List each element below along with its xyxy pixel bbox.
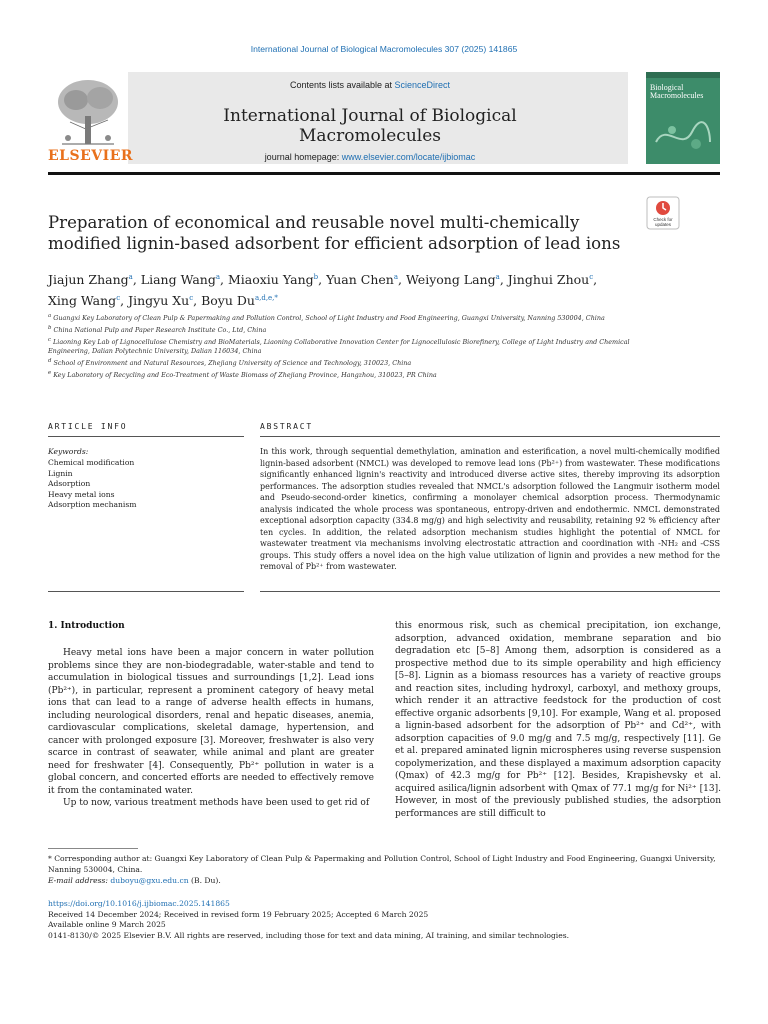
cover-title: Biological Macromolecules (650, 83, 704, 100)
abstract-rule (260, 436, 720, 437)
homepage-label: journal homepage: (264, 152, 342, 162)
affiliation-item (48, 312, 648, 323)
keywords-list (48, 458, 136, 511)
abstract-bottom-rule (260, 591, 720, 592)
affiliation-mark: e (48, 369, 52, 376)
keyword-item: Chemical modification (48, 458, 135, 467)
paragraph: Heavy metal ions have been a major concern in water pollution problems since they are non-biodegradable, water-stable and tend to accumulation in biological tissues and surroundings [1,2]. Lead ions (Pb²⁺), in particular, represent a prominent category of heavy metal ions that can lead to a range of adverse health effects in humans, including neurological disorders, renal and hepatic diseases, anemia, cardiovascular complications, skeletal damage, hypertension, and cancer with prolonged exposure [3]. Moreover, freshwater is also very scarce in contrast of seawater, while animal and plant are greater need for freshwater [4]. Consequently, Pb²⁺ pollution in water is a global concern, and concerted efforts are needed to effectively remove it from the contaminated water. (48, 648, 374, 796)
affiliation-text: Key Laboratory of Recycling and Eco-Treatment of Waste Biomass of Zhejiang Province, Hangzhou, 310023, PR China (53, 370, 437, 379)
abstract-heading: ABSTRACT (260, 422, 313, 431)
author-affiliation-mark[interactable]: a,d,e,* (254, 294, 278, 303)
affiliation-text: School of Environment and Natural Resources, Zhejiang University of Science and Technology, 310023, China (53, 358, 412, 367)
article-info-bottom-rule (48, 591, 244, 592)
author-name[interactable]: Jiajun Zhang (48, 272, 129, 288)
corresponding-author-footnote (48, 853, 720, 886)
author-name[interactable]: Weiyong Lang (405, 272, 496, 288)
body-column-right (395, 620, 721, 820)
journal-name: International Journal of Biological Macromolecules (223, 106, 517, 146)
elsevier-wordmark: ELSEVIER (48, 148, 134, 164)
svg-text:Check for: Check for (653, 217, 673, 222)
author-affiliation-mark[interactable]: a (128, 273, 133, 281)
author-affiliation-mark[interactable]: c (589, 273, 594, 281)
affiliation-item (48, 369, 648, 380)
doi-link[interactable]: https://doi.org/10.1016/j.ijbiomac.2025.141865 (48, 899, 230, 908)
copyright-notice: 0141-8130/© 2025 Elsevier B.V. All rights are reserved, including those for text and data mining, AI training, and similar technologies. (48, 930, 570, 940)
author-name[interactable]: Miaoxiu Yang (227, 272, 314, 288)
keywords-label: Keywords: (48, 447, 89, 456)
keyword-item: Heavy metal ions (48, 489, 115, 499)
introduction-heading: 1. Introduction (48, 621, 125, 631)
email-link[interactable]: duboyu@gxu.edu.cn (110, 876, 189, 885)
contents-prefix: Contents lists available at (289, 80, 395, 90)
journal-citation[interactable]: International Journal of Biological Macromolecules 307 (2025) 141865 (250, 44, 518, 54)
footnote-rule (48, 848, 138, 849)
author-affiliation-mark[interactable]: a (215, 273, 221, 281)
author-list: Jiajun Zhang$^a$, Liang Wang$^a$, Miaoxiu Yang$^b$, Yuan Chen$^a$, Weiyong Lang$^a$, Jinghui Zhou$^c$, Xing Wang$^c$, Jingyu Xu$^c$, Boyu $Du^{a,d,e,*}$ (48, 272, 598, 309)
journal-cover-thumbnail[interactable] (646, 72, 720, 164)
abstract-text: In this work, through sequential demethylation, amination and esterification, a novel multi-chemically modified lignin-based adsorbent (NMCL) was developed to remove lead ions (Pb²⁺) from wastewater. These modifications significantly enhanced lignin's reactivity and introduced diverse active sites, thereby improving its adsorption performances. The adsorption studies revealed that NMCL's adsorption followed the Langmuir isotherm model and Pseudo-second-order kinetics, confirming a monolayer chemical adsorption process. Thermodynamic analysis indicated the whole process was spontaneous, entropy-driven and endothermic. NMCL demonstrated exceptional adsorption capacity (334.8 mg/g) and high selectivity and reusability, retaining 92 % efficiency after ten cycles. In addition, the related adsorption mechanism studies highlight the potential of NMCL for wastewater treatment via mechanisms involving electrostatic attraction and coordination with -NH₂ and -CSS groups. This study offers a novel idea on the high value utilization of lignin and provides a new method for the removal of Pb²⁺ from wastewater. (260, 447, 720, 571)
email-suffix: (B. Du). (188, 876, 221, 885)
email-line (48, 875, 720, 886)
email-label: E-mail address: (48, 876, 111, 885)
corresponding-author-text: * Corresponding author at: Guangxi Key Laboratory of Clean Pulp & Papermaking and Pollution Control, School of Light Industry and Food Engineering, Guangxi University, Nanning 530004, China. (48, 854, 716, 874)
cover-art-icon (652, 112, 714, 158)
keyword-item: Adsorption (48, 479, 91, 488)
journal-homepage (150, 152, 590, 162)
svg-text:updates: updates (654, 222, 672, 227)
affiliation-text: Guangxi Key Laboratory of Clean Pulp & Papermaking and Pollution Control, School of Light Industry and Food Engineering, Guangxi University, Nanning 530004, China (53, 314, 605, 323)
author-name[interactable]: Boyu Du (201, 293, 255, 309)
article-info-rule (48, 436, 244, 437)
body-column-left (48, 647, 374, 810)
author-name[interactable]: Yuan Chen (326, 272, 394, 288)
affiliation-mark: b (48, 324, 52, 331)
article-history (48, 899, 720, 941)
article-title: Preparation of economical and reusable novel multi-chemically modified lignin-based adsorbent for efficient adsorption of lead ions (48, 213, 621, 253)
contents-line (150, 80, 590, 90)
keyword-item: Lignin (48, 468, 73, 478)
author-affiliation-mark[interactable]: c (116, 294, 121, 303)
affiliation-item (48, 324, 648, 335)
header-rule (48, 172, 720, 175)
received-dates: Received 14 December 2024; Received in revised form 19 February 2025; Accepted 6 March 2025 (48, 909, 429, 919)
keyword-item: Adsorption mechanism (48, 500, 137, 509)
affiliation-item (48, 336, 648, 357)
author-name[interactable]: Liang Wang (140, 272, 216, 288)
paragraph: Up to now, various treatment methods have been used to get rid of (63, 798, 370, 808)
available-online: Available online 9 March 2025 (48, 920, 166, 929)
affiliation-mark: d (48, 357, 52, 364)
author-affiliation-mark[interactable]: a (495, 273, 500, 281)
abstract-body (260, 446, 720, 573)
author-name[interactable]: Xing Wang (48, 293, 117, 309)
check-for-updates-icon[interactable] (646, 196, 680, 230)
author-affiliation-mark[interactable]: a (393, 273, 399, 281)
affiliation-item (48, 357, 648, 368)
affiliation-mark: a (48, 313, 52, 319)
author-name[interactable]: Jinghui Zhou (507, 272, 590, 288)
article-info-heading: ARTICLE INFO (48, 422, 128, 431)
affiliation-text: China National Pulp and Paper Research Institute Co., Ltd, China (53, 325, 267, 334)
author-affiliation-mark[interactable]: b (313, 273, 319, 281)
affiliation-mark: c (48, 336, 51, 343)
affiliations (48, 312, 648, 380)
paragraph: this enormous risk, such as chemical precipitation, ion exchange, adsorption, advanced oxidation, membrane separation and bio degradation etc [5–8] Among them, adsorption is considered as a prospective method due to its simple operability and high efficiency [5–8]. Lignin as a biomass resources has a variety of reactive groups and reaction sites, including hydroxyl, carboxyl, and methoxy groups, which render it an attractive feedstock for the production of cost effective organic adsorbents [9,10]. For example, Wang et al. proposed a lignin-based adsorbent for the adsorption of Pb²⁺ and Cd²⁺, with adsorption capacities of 9.0 mg/g and 7.5 mg/g, respectively [11]. Ge et al. prepared aminated lignin microspheres using reverse suspension copolymerization, and these displayed a maximum adsorption capacity (Qmax) of 42.3 mg/g for Pb²⁺ [12]. Besides, Krapishevsky et al. acquired asilica/lignin adsorbent with Qmax of 77.1 mg/g for Ni²⁺ [13]. However, in most of the previously published studies, the adsorption performances are still difficult to (395, 621, 721, 819)
homepage-link[interactable]: www.elsevier.com/locate/ijbiomac (341, 152, 476, 162)
author-affiliation-mark[interactable]: c (189, 294, 194, 303)
sciencedirect-link[interactable]: ScienceDirect (394, 80, 451, 90)
affiliation-text: Liaoning Key Lab of Lignocellulose Chemistry and BioMaterials, Liaoning Collaborative Innovation Center for Lignocellulosic Biorefinery, College of Light Industry and Chemical Engineering, Dalian Polytechnic University, Dalian 116034, China (48, 337, 630, 355)
author-name[interactable]: Jingyu Xu (128, 293, 190, 309)
